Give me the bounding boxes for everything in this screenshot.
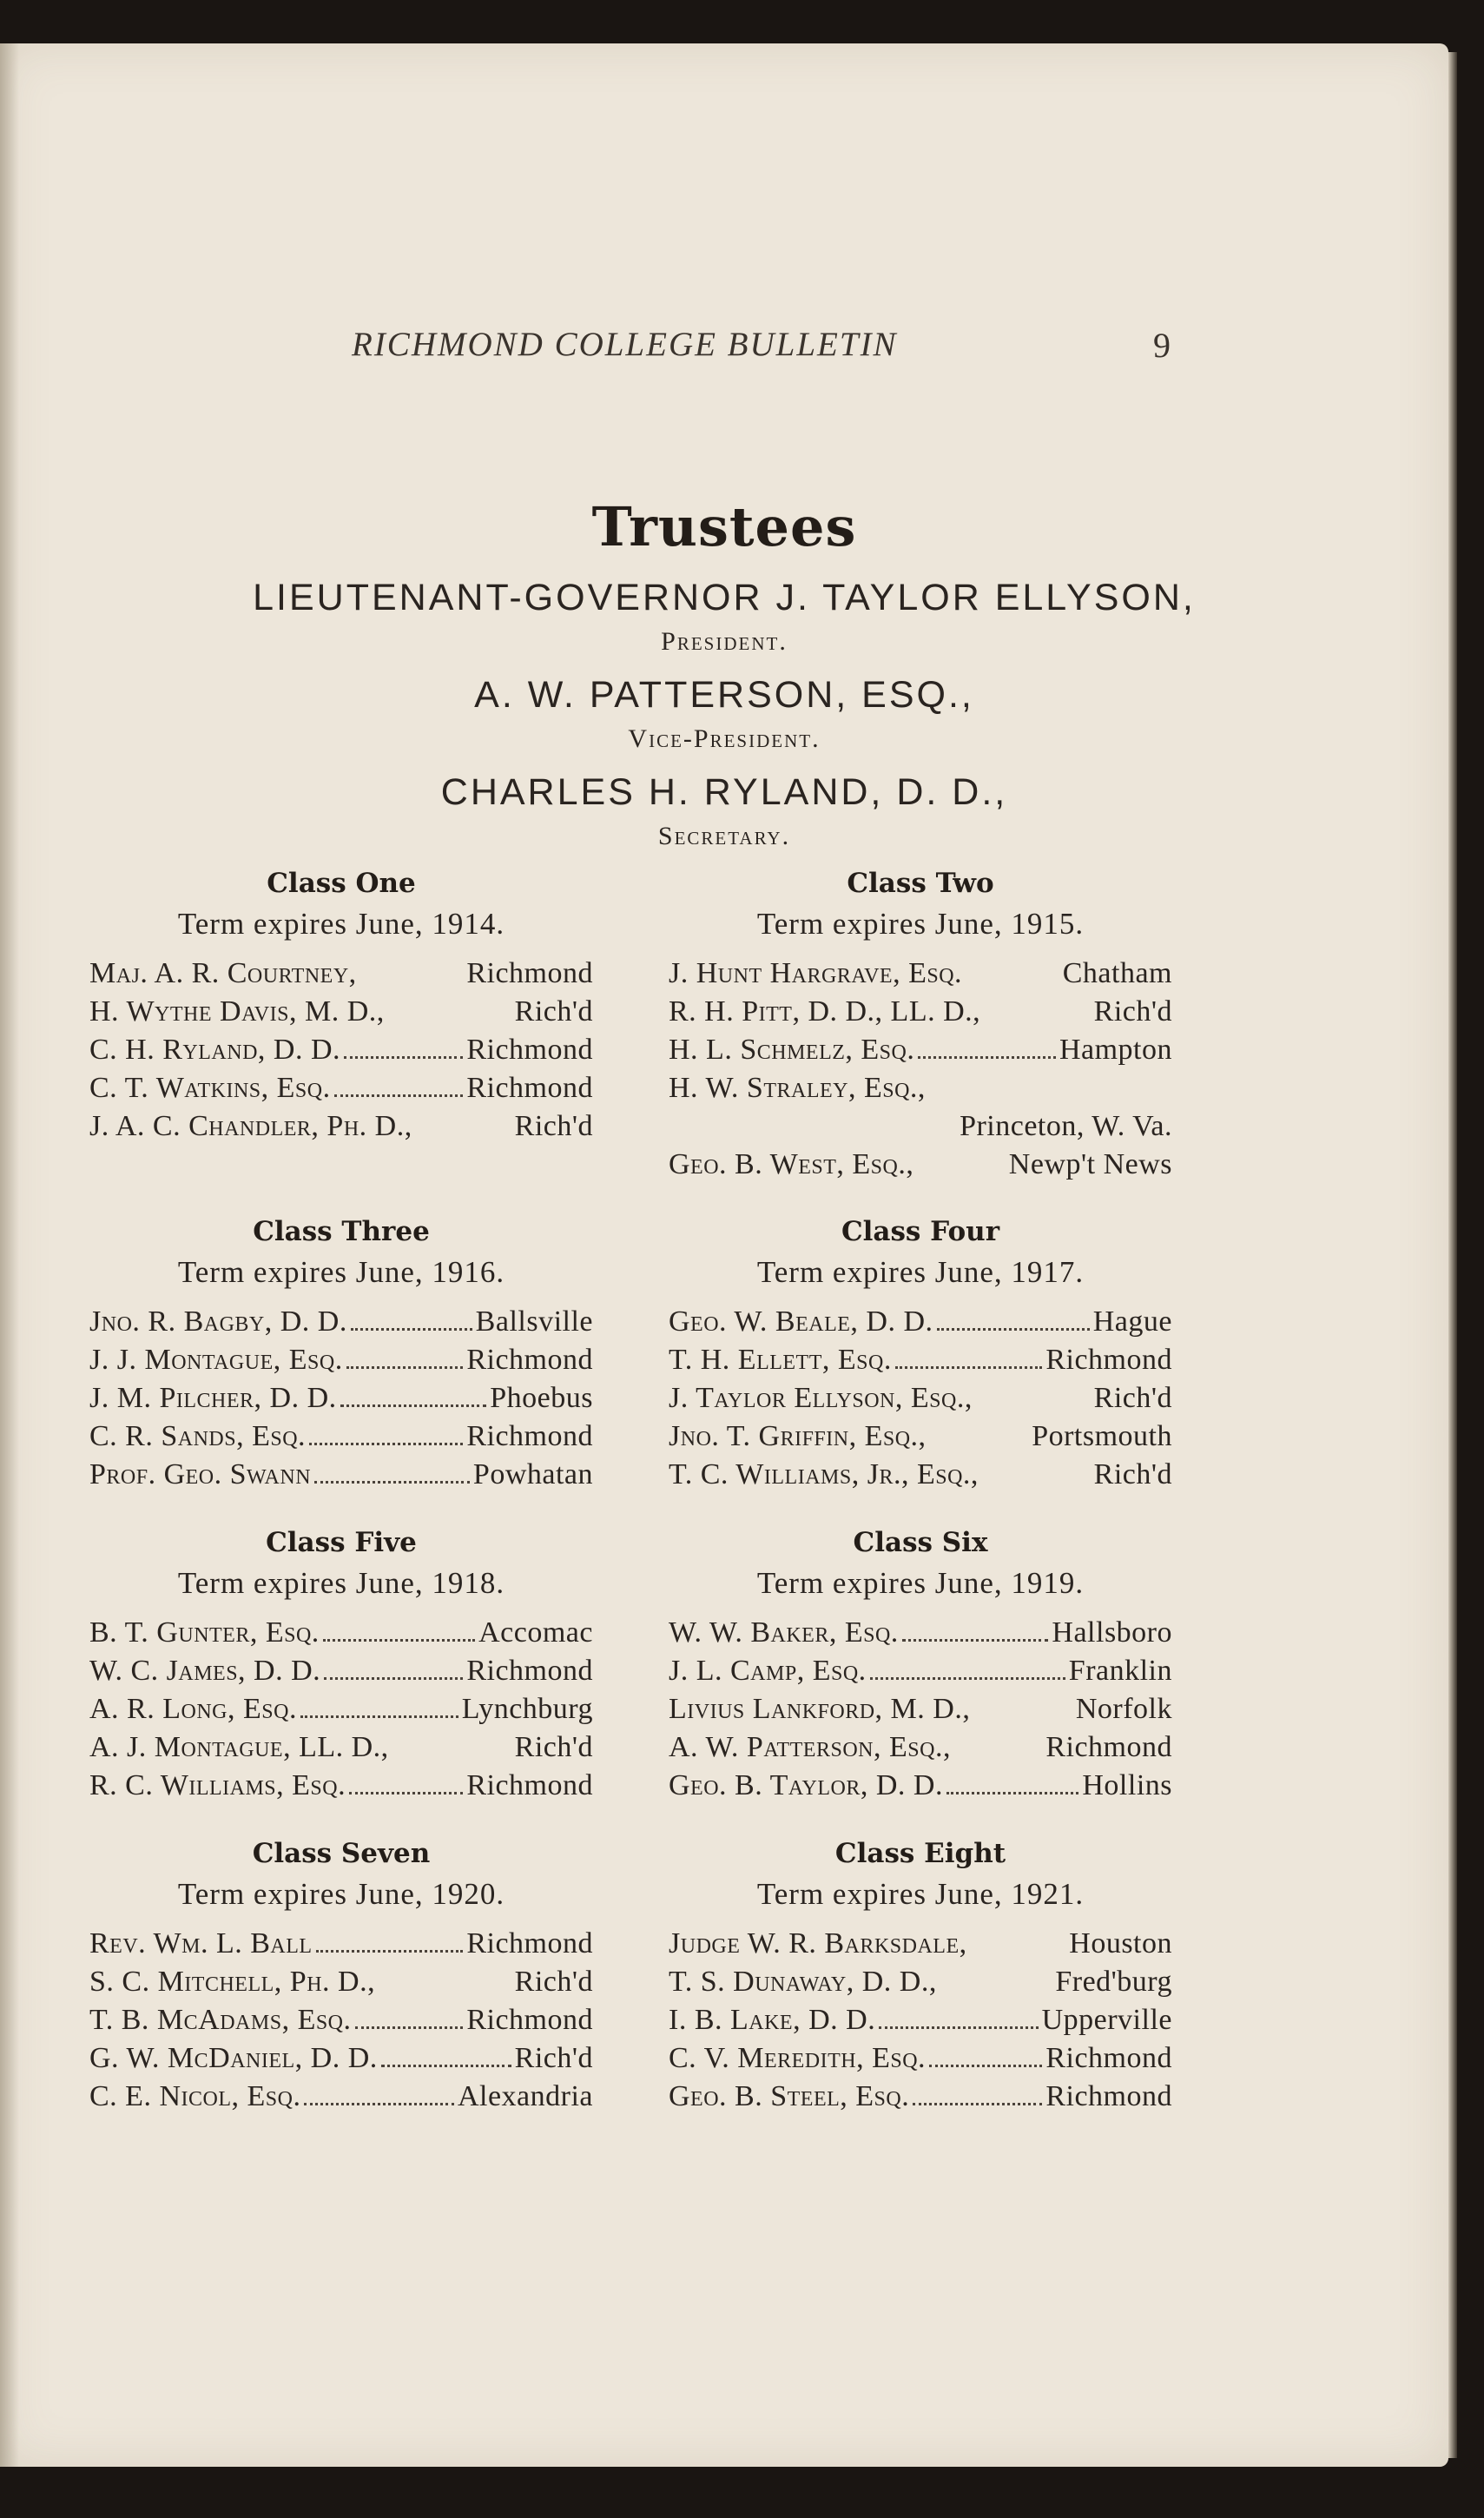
member-name: B. T. Gunter, Esq. [89, 1616, 320, 1649]
member-name: A. R. Long, Esq. [89, 1693, 297, 1725]
member-name: H. W. Straley, Esq., [669, 1072, 926, 1104]
member-entry [669, 1146, 1172, 1184]
member-place: Chatham [1062, 957, 1172, 989]
member-name: R. C. Williams, Esq. [89, 1769, 346, 1801]
member-entry [89, 1341, 593, 1379]
member-name: Geo. W. Beale, D. D. [669, 1305, 933, 1338]
member-entry [669, 1925, 1172, 1963]
member-entry [89, 955, 593, 993]
term-expiry: Term expires June, 1921. [756, 1877, 1085, 1911]
leader-dots [324, 1677, 463, 1680]
member-name: R. H. Pitt, D. D., LL. D., [669, 995, 981, 1028]
member-entry [669, 1614, 1172, 1652]
member-entry [89, 2078, 593, 2116]
member-name: W. C. James, D. D. [89, 1655, 321, 1687]
member-entry [669, 1456, 1172, 1494]
class-block-2 [669, 864, 1172, 1184]
leader-dots [937, 1328, 1090, 1331]
term-expiry: Term expires June, 1916. [177, 1255, 505, 1289]
member-name: I. B. Lake, D. D. [669, 2004, 876, 2036]
member-name: J. M. Pilcher, D. D. [89, 1382, 337, 1414]
member-entry [89, 1456, 593, 1494]
member-name: J. L. Camp, Esq. [669, 1655, 867, 1687]
member-entry [89, 1652, 593, 1690]
member-entry [669, 1069, 1172, 1107]
member-entry [89, 1690, 593, 1728]
member-entry [669, 1690, 1172, 1728]
officer-name-president: LIEUTENANT-GOVERNOR J. TAYLOR ELLYSON, [253, 577, 1196, 618]
member-place: Norfolk [1075, 1693, 1172, 1725]
member-entry [89, 1303, 593, 1341]
member-place: Hallsboro [1052, 1616, 1172, 1649]
class-heading: Class Three [253, 1216, 430, 1247]
member-place: Newp't News [1008, 1148, 1172, 1180]
member-place: Rich'd [514, 2042, 593, 2074]
member-place: Richmond [466, 1927, 593, 1960]
section-title: Trustees [591, 495, 857, 558]
leader-dots [870, 1677, 1065, 1680]
class-block-1 [89, 864, 593, 1146]
member-entry [669, 1728, 1172, 1767]
leader-dots [355, 2026, 464, 2029]
term-expiry: Term expires June, 1918. [177, 1566, 505, 1600]
member-place: Richmond [1045, 1731, 1172, 1763]
member-place: Richmond [466, 1769, 593, 1801]
member-entry [669, 2039, 1172, 2078]
member-name: C. T. Watkins, Esq. [89, 1072, 331, 1104]
member-name: H. Wythe Davis, M. D., [89, 995, 385, 1028]
member-place: Alexandria [457, 2080, 593, 2112]
class-heading: Class Four [841, 1216, 1000, 1247]
member-place: Hague [1092, 1305, 1172, 1338]
officer-name-secretary: CHARLES H. RYLAND, D. D., [440, 771, 1008, 813]
class-block-4 [669, 1213, 1172, 1494]
member-entry [669, 1379, 1172, 1418]
member-entry [89, 1107, 593, 1146]
member-place: Richmond [466, 1344, 593, 1376]
class-heading: Class Six [853, 1527, 988, 1558]
member-entry [669, 2001, 1172, 2039]
leader-dots [913, 2103, 1042, 2105]
member-name: T. S. Dunaway, D. D., [669, 1966, 937, 1998]
leader-dots [902, 1639, 1049, 1642]
leader-dots [344, 1056, 463, 1059]
class-block-5 [89, 1523, 593, 1805]
member-name: C. R. Sands, Esq. [89, 1420, 307, 1452]
member-place: Richmond [466, 957, 593, 989]
member-place: Rich'd [1093, 1458, 1172, 1490]
officer-title-secretary: Secretary. [657, 822, 791, 850]
member-name: C. V. Meredith, Esq. [669, 2042, 927, 2074]
leader-dots [309, 1443, 463, 1445]
member-name: T. H. Ellett, Esq. [669, 1344, 892, 1376]
member-entry [89, 1379, 593, 1418]
leader-dots [304, 2103, 454, 2105]
member-place: Richmond [1045, 2042, 1172, 2074]
member-name: Jno. R. Bagby, D. D. [89, 1305, 347, 1338]
member-name: J. J. Montague, Esq. [89, 1344, 343, 1376]
member-entry [669, 2078, 1172, 2116]
member-name: J. Hunt Hargrave, Esq. [669, 957, 963, 989]
member-name: Geo. B. Steel, Esq. [669, 2080, 910, 2112]
member-entry [89, 2001, 593, 2039]
class-block-7 [89, 1834, 593, 2116]
member-name: Livius Lankford, M. D., [669, 1693, 971, 1725]
leader-dots [946, 1792, 1078, 1794]
member-entry [669, 1418, 1172, 1456]
class-block-6 [669, 1523, 1172, 1805]
member-place: Accomac [478, 1616, 593, 1649]
class-heading: Class Two [847, 868, 994, 899]
member-place-continued: Princeton, W. Va. [960, 1110, 1172, 1142]
member-name: Geo. B. West, Esq., [669, 1148, 914, 1180]
leader-dots [351, 1328, 472, 1331]
officer-title-vice-president: Vice-President. [628, 724, 821, 753]
member-place: Richmond [1045, 1344, 1172, 1376]
leader-dots [316, 1950, 464, 1953]
term-expiry: Term expires June, 1920. [177, 1877, 505, 1911]
class-heading: Class Five [266, 1527, 417, 1558]
class-heading: Class One [267, 868, 416, 899]
member-place: Richmond [466, 1034, 593, 1066]
member-name: Rev. Wm. L. Ball [89, 1927, 313, 1960]
member-place: Rich'd [1093, 1382, 1172, 1414]
term-expiry: Term expires June, 1917. [756, 1255, 1085, 1289]
member-entry [89, 1963, 593, 2001]
leader-dots [349, 1792, 463, 1794]
leader-dots [334, 1094, 464, 1097]
member-entry [89, 1069, 593, 1107]
member-entry [89, 1767, 593, 1805]
member-name: T. C. Williams, Jr., Esq., [669, 1458, 979, 1490]
member-place: Fred'burg [1055, 1966, 1172, 1998]
term-expiry: Term expires June, 1919. [756, 1566, 1085, 1600]
leader-dots [929, 2065, 1042, 2067]
member-entry [669, 955, 1172, 993]
binding-shadow [0, 43, 19, 2467]
member-entry [669, 1031, 1172, 1069]
member-place: Houston [1069, 1927, 1172, 1960]
member-entry [669, 1303, 1172, 1341]
member-name: C. E. Nicol, Esq. [89, 2080, 301, 2112]
leader-dots [895, 1366, 1043, 1369]
member-entry [669, 993, 1172, 1031]
member-name: A. J. Montague, LL. D., [89, 1731, 389, 1763]
member-place: Rich'd [514, 1966, 593, 1998]
class-block-3 [89, 1213, 593, 1494]
member-place: Richmond [466, 1072, 593, 1104]
running-head [0, 325, 1448, 377]
member-name: C. H. Ryland, D. D. [89, 1034, 341, 1066]
member-place: Richmond [466, 1420, 593, 1452]
member-name: J. A. C. Chandler, Ph. D., [89, 1110, 412, 1142]
member-place: Richmond [1045, 2080, 1172, 2112]
term-expiry: Term expires June, 1914. [177, 907, 505, 941]
member-name: Jno. T. Griffin, Esq., [669, 1420, 927, 1452]
member-name: T. B. McAdams, Esq. [89, 2004, 352, 2036]
member-place: Rich'd [514, 1110, 593, 1142]
member-place: Hollins [1082, 1769, 1172, 1801]
page-edge [1448, 52, 1457, 2458]
member-name: G. W. McDaniel, D. D. [89, 2042, 378, 2074]
class-heading: Class Seven [252, 1838, 431, 1869]
leader-dots [918, 1056, 1056, 1059]
member-place: Portsmouth [1032, 1420, 1172, 1452]
member-name: J. Taylor Ellyson, Esq., [669, 1382, 973, 1414]
leader-dots [340, 1404, 487, 1407]
member-name: S. C. Mitchell, Ph. D., [89, 1966, 376, 1998]
leader-dots [381, 2065, 511, 2067]
member-entry [89, 2039, 593, 2078]
officer-title-president: President. [661, 627, 788, 656]
member-place: Ballsville [475, 1305, 593, 1338]
member-name: Judge W. R. Barksdale, [669, 1927, 967, 1960]
bulletin-title: RICHMOND COLLEGE BULLETIN [352, 326, 898, 363]
member-place: Upperville [1041, 2004, 1172, 2036]
member-place: Rich'd [514, 995, 593, 1028]
leader-dots [879, 2026, 1038, 2029]
member-entry [669, 1767, 1172, 1805]
member-entry [669, 1963, 1172, 2001]
leader-dots [323, 1639, 475, 1642]
member-name: H. L. Schmelz, Esq. [669, 1034, 915, 1066]
member-place: Franklin [1068, 1655, 1172, 1687]
member-place: Richmond [466, 2004, 593, 2036]
member-place: Hampton [1059, 1034, 1172, 1066]
term-expiry: Term expires June, 1915. [756, 907, 1085, 941]
member-place: Richmond [466, 1655, 593, 1687]
leader-dots [346, 1366, 464, 1369]
member-place: Phoebus [490, 1382, 593, 1414]
class-block-8 [669, 1834, 1172, 2116]
member-name: Geo. B. Taylor, D. D. [669, 1769, 943, 1801]
class-heading: Class Eight [834, 1838, 1006, 1869]
member-entry [89, 1031, 593, 1069]
member-place: Rich'd [514, 1731, 593, 1763]
member-place: Rich'd [1093, 995, 1172, 1028]
member-entry [89, 1728, 593, 1767]
member-entry [89, 1418, 593, 1456]
member-place: Lynchburg [461, 1693, 593, 1725]
officer-name-vice-president: A. W. PATTERSON, ESQ., [474, 674, 974, 716]
member-name: A. W. Patterson, Esq., [669, 1731, 951, 1763]
member-name: Prof. Geo. Swann [89, 1458, 312, 1490]
member-name: Maj. A. R. Courtney, [89, 957, 357, 989]
member-place: Powhatan [472, 1458, 593, 1490]
member-entry [669, 1652, 1172, 1690]
member-entry [89, 1614, 593, 1652]
member-entry [89, 1925, 593, 1963]
leader-dots [314, 1481, 470, 1484]
member-entry [89, 993, 593, 1031]
member-entry [669, 1341, 1172, 1379]
leader-dots [300, 1715, 458, 1718]
member-name: W. W. Baker, Esq. [669, 1616, 899, 1649]
page-number: 9 [1153, 326, 1171, 365]
